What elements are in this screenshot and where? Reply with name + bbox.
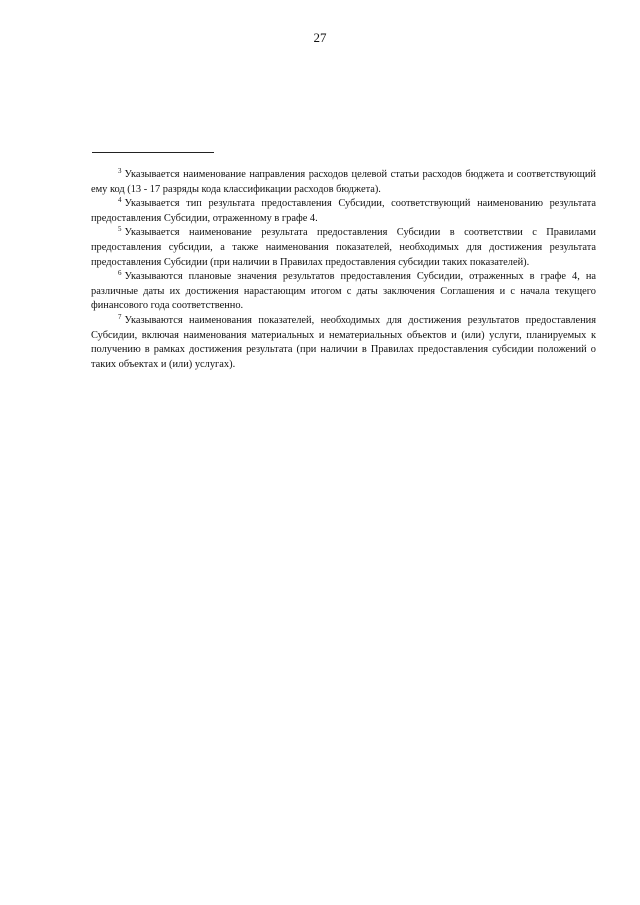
footnote-text: Указывается тип результата предоставления Субсидии, соответствующий наименованию результата предоставления Субсидии, отраженному в графе 4. (91, 198, 596, 224)
footnote-marker: 3 (118, 167, 122, 175)
footnote-3 (91, 168, 596, 197)
footnote-text: Указываются плановые значения результатов предоставления Субсидии, отраженных в графе 4, на различные даты их достижения нарастающим итогом с даты заключения Соглашения и с начала текущего финансового года соответственно. (91, 271, 596, 312)
footnote-marker: 6 (118, 269, 122, 278)
footnote-5 (91, 226, 596, 270)
footnote-7 (91, 314, 596, 372)
footnote-text: Указывается наименование результата предоставления Субсидии в соответствии с Правилами предоставления субсидии, а также наименования показателей, необходимых для достижения результата предоставления Субсидии (при наличии в Правилах предоставления субсидии таких показателей). (91, 227, 596, 268)
footnote-marker: 7 (118, 312, 122, 321)
page-number: 27 (313, 30, 327, 45)
footnote-marker: 4 (118, 196, 122, 205)
footnote-4 (91, 197, 596, 226)
footnotes-section (91, 168, 596, 372)
footnote-marker: 5 (118, 225, 122, 234)
footnote-separator (92, 152, 214, 153)
footnote-text: Указывается наименование направления расходов целевой статьи расходов бюджета и соответствующий ему код (13 - 17 разряды кода классификации расходов бюджета). (91, 169, 596, 195)
footnote-text: Указываются наименования показателей, необходимых для достижения результатов предоставления Субсидии, включая наименования материальных и нематериальных объектов и (или) услуги, планируемых к получению в рамках достижения результата (при наличии в Правилах предоставления субсидии положений о таких объектах и (или) услугах). (91, 314, 596, 370)
footnote-6 (91, 270, 596, 314)
